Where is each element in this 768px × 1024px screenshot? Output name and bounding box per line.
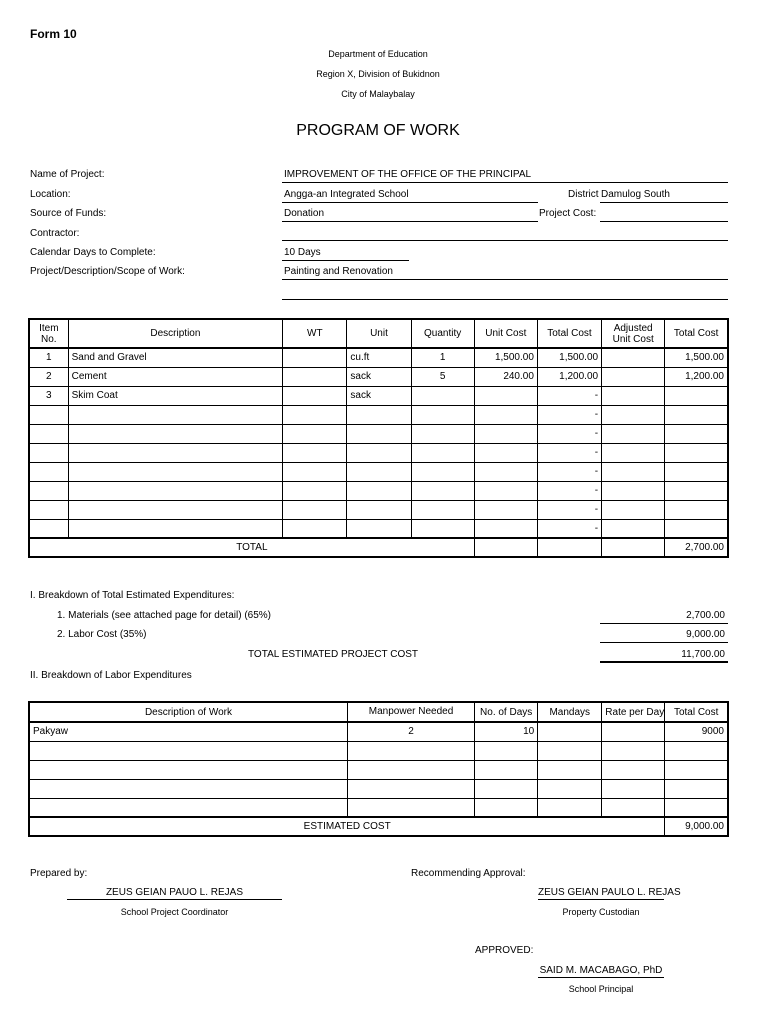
materials-cell-item-no: 3 xyxy=(29,386,68,405)
calendar-days-label: Calendar Days to Complete: xyxy=(30,247,156,258)
materials-cell-description xyxy=(68,519,283,538)
materials-cell-total-cost: - xyxy=(537,481,601,500)
scope-of-work-value: Painting and Renovation xyxy=(284,266,393,277)
labor-cell-manpower: 2 xyxy=(347,722,474,741)
name-of-project-underline xyxy=(282,182,728,183)
labor-breakdown-underline xyxy=(600,642,728,643)
recommending-approval-label: Recommending Approval: xyxy=(411,868,526,879)
materials-cell-wt xyxy=(283,443,347,462)
region-line: Region X, Division of Bukidnon xyxy=(316,69,440,79)
materials-total-blank-1 xyxy=(474,538,537,557)
labor-table-row xyxy=(29,741,728,760)
labor-cell-total-cost xyxy=(665,798,728,817)
labor-table-row xyxy=(29,722,728,741)
materials-table-row xyxy=(29,348,728,367)
header-wt: WT xyxy=(283,319,347,348)
materials-cell-unit: sack xyxy=(347,367,411,386)
header-adjusted-unit-cost: Adjusted Unit Cost xyxy=(602,319,665,348)
materials-cell-wt xyxy=(283,462,347,481)
materials-cell-total-cost: - xyxy=(537,405,601,424)
location-value: Angga-an Integrated School xyxy=(284,189,409,200)
materials-header-row xyxy=(29,319,728,348)
approved-title: School Principal xyxy=(568,984,634,994)
materials-cell-description xyxy=(68,462,283,481)
materials-cell-item-no xyxy=(29,424,68,443)
labor-table-row xyxy=(29,798,728,817)
materials-cell-unit-cost xyxy=(474,481,537,500)
labor-cell-mandays xyxy=(538,760,602,779)
materials-table-row xyxy=(29,367,728,386)
materials-cell-unit xyxy=(347,462,411,481)
labor-cell-days: 10 xyxy=(475,722,538,741)
materials-cell-unit-cost: 240.00 xyxy=(474,367,537,386)
materials-cell-quantity xyxy=(411,500,474,519)
materials-cell-unit-cost xyxy=(474,386,537,405)
materials-total-row xyxy=(29,538,728,557)
project-cost-label: Project Cost: xyxy=(539,208,597,219)
labor-cell-rate xyxy=(602,760,665,779)
materials-cell-description xyxy=(68,424,283,443)
materials-cell-adjusted-total-cost: 1,200.00 xyxy=(665,367,728,386)
recommending-approval-signature-line xyxy=(538,899,664,900)
materials-cell-quantity xyxy=(411,462,474,481)
labor-cell-days xyxy=(475,741,538,760)
recommending-approval-name: ZEUS GEIAN PAULO L. REJAS xyxy=(538,887,681,898)
approved-name: SAID M. MACABAGO, PhD xyxy=(539,965,663,976)
materials-cell-description xyxy=(68,500,283,519)
materials-cell-total-cost: 1,500.00 xyxy=(537,348,601,367)
materials-cell-adjusted-total-cost xyxy=(665,462,728,481)
source-of-funds-value: Donation xyxy=(284,208,325,219)
district-value: Damulog South xyxy=(601,189,670,200)
materials-cell-total-cost: 1,200.00 xyxy=(537,367,601,386)
total-estimated-cost-underline xyxy=(600,661,728,663)
materials-cell-adjusted-total-cost: 1,500.00 xyxy=(665,348,728,367)
labor-cell-description xyxy=(29,798,347,817)
labor-cell-manpower xyxy=(347,741,474,760)
location-underline xyxy=(282,202,538,203)
materials-cell-adjusted-unit-cost xyxy=(602,367,665,386)
labor-cell-description xyxy=(29,779,347,798)
materials-cell-wt xyxy=(283,405,347,424)
labor-body xyxy=(29,722,728,817)
materials-cell-quantity xyxy=(411,443,474,462)
name-of-project-label: Name of Project: xyxy=(30,169,105,180)
materials-cell-adjusted-total-cost xyxy=(665,443,728,462)
source-of-funds-label: Source of Funds: xyxy=(30,208,107,219)
prepared-by-signature-line xyxy=(67,899,282,900)
labor-cell-manpower xyxy=(347,798,474,817)
materials-cell-quantity xyxy=(411,405,474,424)
materials-cell-description: Sand and Gravel xyxy=(68,348,283,367)
prepared-by-name: ZEUS GEIAN PAUO L. REJAS xyxy=(105,887,244,898)
materials-cell-wt xyxy=(283,386,347,405)
approved-signature-line xyxy=(538,977,664,978)
materials-cell-unit: sack xyxy=(347,386,411,405)
labor-breakdown-heading: II. Breakdown of Labor Expenditures xyxy=(30,670,192,681)
materials-cell-adjusted-unit-cost xyxy=(602,443,665,462)
materials-cell-item-no xyxy=(29,462,68,481)
header-total-cost: Total Cost xyxy=(537,319,601,348)
location-label: Location: xyxy=(30,189,71,200)
materials-cell-quantity xyxy=(411,519,474,538)
district-label: District xyxy=(568,189,599,200)
district-underline xyxy=(600,202,728,203)
materials-cell-description: Cement xyxy=(68,367,283,386)
prepared-by-label: Prepared by: xyxy=(30,868,88,879)
labor-cell-manpower xyxy=(347,779,474,798)
materials-cell-unit xyxy=(347,519,411,538)
materials-total-label: TOTAL xyxy=(29,538,474,557)
materials-table-row xyxy=(29,462,728,481)
materials-cell-wt xyxy=(283,348,347,367)
prepared-by-title: School Project Coordinator xyxy=(120,907,229,917)
materials-cell-adjusted-unit-cost xyxy=(602,481,665,500)
materials-cell-unit-cost xyxy=(474,405,537,424)
materials-table-row xyxy=(29,519,728,538)
materials-breakdown-underline xyxy=(600,623,728,624)
materials-cell-unit xyxy=(347,405,411,424)
labor-header-rate: Rate per Day xyxy=(602,702,665,722)
materials-cell-item-no xyxy=(29,443,68,462)
materials-table-row xyxy=(29,405,728,424)
labor-header-mandays: Mandays xyxy=(538,702,602,722)
labor-header-manpower: Manpower Needed xyxy=(347,702,474,722)
source-of-funds-underline xyxy=(282,221,538,222)
labor-cell-rate xyxy=(602,741,665,760)
materials-cell-unit: cu.ft xyxy=(347,348,411,367)
materials-cell-description: Skim Coat xyxy=(68,386,283,405)
materials-cell-unit xyxy=(347,481,411,500)
labor-breakdown-value: 9,000.00 xyxy=(686,629,725,640)
materials-cell-quantity: 1 xyxy=(411,348,474,367)
labor-cell-mandays xyxy=(538,722,602,741)
labor-cell-description xyxy=(29,760,347,779)
materials-total-blank-2 xyxy=(537,538,601,557)
labor-cell-rate xyxy=(602,779,665,798)
labor-table-row xyxy=(29,760,728,779)
materials-table-row xyxy=(29,386,728,405)
approved-label: APPROVED: xyxy=(475,945,534,956)
materials-cell-item-no xyxy=(29,405,68,424)
materials-cell-adjusted-total-cost xyxy=(665,519,728,538)
materials-cell-item-no xyxy=(29,500,68,519)
materials-cell-quantity xyxy=(411,481,474,500)
labor-cell-total-cost xyxy=(665,741,728,760)
materials-cell-quantity xyxy=(411,386,474,405)
labor-cell-description xyxy=(29,741,347,760)
labor-breakdown-label: 2. Labor Cost (35%) xyxy=(57,629,147,640)
labor-cell-rate xyxy=(602,798,665,817)
contractor-label: Contractor: xyxy=(30,228,80,239)
materials-cell-adjusted-unit-cost xyxy=(602,462,665,481)
materials-cell-unit xyxy=(347,443,411,462)
labor-table-row xyxy=(29,779,728,798)
materials-cell-adjusted-total-cost xyxy=(665,386,728,405)
materials-cell-unit-cost xyxy=(474,462,537,481)
materials-table-row xyxy=(29,424,728,443)
materials-cell-item-no: 2 xyxy=(29,367,68,386)
project-cost-underline xyxy=(600,221,728,222)
materials-cell-total-cost: - xyxy=(537,443,601,462)
labor-cell-mandays xyxy=(538,741,602,760)
materials-cell-total-cost: - xyxy=(537,462,601,481)
materials-breakdown-label: 1. Materials (see attached page for detail) (65%) xyxy=(57,610,271,621)
labor-cell-mandays xyxy=(538,798,602,817)
page-title: PROGRAM OF WORK xyxy=(296,122,460,139)
labor-header-days: No. of Days xyxy=(475,702,538,722)
materials-cell-adjusted-unit-cost xyxy=(602,424,665,443)
materials-table-row xyxy=(29,500,728,519)
materials-cell-quantity xyxy=(411,424,474,443)
scope-of-work-underline-1 xyxy=(282,279,728,280)
materials-cell-total-cost: - xyxy=(537,424,601,443)
materials-cell-description xyxy=(68,405,283,424)
header-adjusted-total-cost: Total Cost xyxy=(665,319,728,348)
total-estimated-cost-label: TOTAL ESTIMATED PROJECT COST xyxy=(248,649,419,660)
materials-cell-description xyxy=(68,481,283,500)
materials-cell-wt xyxy=(283,500,347,519)
materials-cell-wt xyxy=(283,424,347,443)
labor-header-description: Description of Work xyxy=(29,702,347,722)
materials-body xyxy=(29,348,728,538)
labor-cell-total-cost xyxy=(665,760,728,779)
header-unit: Unit xyxy=(347,319,411,348)
labor-cell-manpower xyxy=(347,760,474,779)
labor-total-row xyxy=(29,817,728,836)
city-line: City of Malaybalay xyxy=(341,89,415,99)
materials-table-row xyxy=(29,443,728,462)
materials-cell-adjusted-total-cost xyxy=(665,500,728,519)
materials-cell-adjusted-unit-cost xyxy=(602,405,665,424)
materials-cell-description xyxy=(68,443,283,462)
labor-cell-days xyxy=(475,798,538,817)
form-label: Form 10 xyxy=(30,27,77,41)
labor-header-row xyxy=(29,702,728,722)
labor-cell-description: Pakyaw xyxy=(29,722,347,741)
department-line: Department of Education xyxy=(328,49,428,59)
materials-cell-total-cost: - xyxy=(537,519,601,538)
materials-cell-adjusted-total-cost xyxy=(665,481,728,500)
contractor-underline xyxy=(282,240,728,241)
materials-cell-adjusted-unit-cost xyxy=(602,348,665,367)
materials-cell-adjusted-total-cost xyxy=(665,424,728,443)
materials-total-blank-3 xyxy=(602,538,665,557)
materials-cell-wt xyxy=(283,519,347,538)
materials-cell-item-no: 1 xyxy=(29,348,68,367)
labor-cell-mandays xyxy=(538,779,602,798)
materials-cell-unit-cost xyxy=(474,443,537,462)
materials-table xyxy=(28,318,729,558)
estimated-cost-value: 9,000.00 xyxy=(665,817,728,836)
labor-table xyxy=(28,701,729,837)
materials-cell-quantity: 5 xyxy=(411,367,474,386)
materials-cell-unit-cost xyxy=(474,500,537,519)
labor-cell-days xyxy=(475,779,538,798)
total-estimated-cost-value: 11,700.00 xyxy=(681,649,725,660)
header-description: Description xyxy=(68,319,283,348)
materials-cell-item-no xyxy=(29,519,68,538)
materials-cell-unit xyxy=(347,500,411,519)
materials-cell-unit xyxy=(347,424,411,443)
recommending-approval-title: Property Custodian xyxy=(562,907,640,917)
materials-cell-adjusted-unit-cost xyxy=(602,519,665,538)
name-of-project-value: IMPROVEMENT OF THE OFFICE OF THE PRINCIPAL xyxy=(284,169,532,180)
calendar-days-value: 10 Days xyxy=(284,247,321,258)
materials-cell-wt xyxy=(283,367,347,386)
materials-breakdown-value: 2,700.00 xyxy=(686,610,725,621)
header-quantity: Quantity xyxy=(411,319,474,348)
materials-cell-unit-cost xyxy=(474,424,537,443)
scope-of-work-label: Project/Description/Scope of Work: xyxy=(30,266,185,277)
materials-cell-unit-cost xyxy=(474,519,537,538)
estimated-cost-label: ESTIMATED COST xyxy=(29,817,665,836)
materials-cell-unit-cost: 1,500.00 xyxy=(474,348,537,367)
materials-cell-adjusted-total-cost xyxy=(665,405,728,424)
labor-cell-total-cost: 9000 xyxy=(665,722,728,741)
labor-cell-total-cost xyxy=(665,779,728,798)
materials-cell-adjusted-unit-cost xyxy=(602,500,665,519)
calendar-days-underline xyxy=(282,260,409,261)
breakdown-heading: I. Breakdown of Total Estimated Expenditures: xyxy=(30,590,235,601)
header-unit-cost: Unit Cost xyxy=(474,319,537,348)
materials-table-row xyxy=(29,481,728,500)
labor-header-total-cost: Total Cost xyxy=(665,702,728,722)
materials-cell-total-cost: - xyxy=(537,386,601,405)
labor-cell-days xyxy=(475,760,538,779)
materials-cell-total-cost: - xyxy=(537,500,601,519)
scope-of-work-underline-2 xyxy=(282,299,728,300)
materials-cell-item-no xyxy=(29,481,68,500)
materials-cell-adjusted-unit-cost xyxy=(602,386,665,405)
labor-cell-rate xyxy=(602,722,665,741)
materials-cell-wt xyxy=(283,481,347,500)
header-item-no: Item No. xyxy=(29,319,68,348)
materials-total-value: 2,700.00 xyxy=(665,538,728,557)
